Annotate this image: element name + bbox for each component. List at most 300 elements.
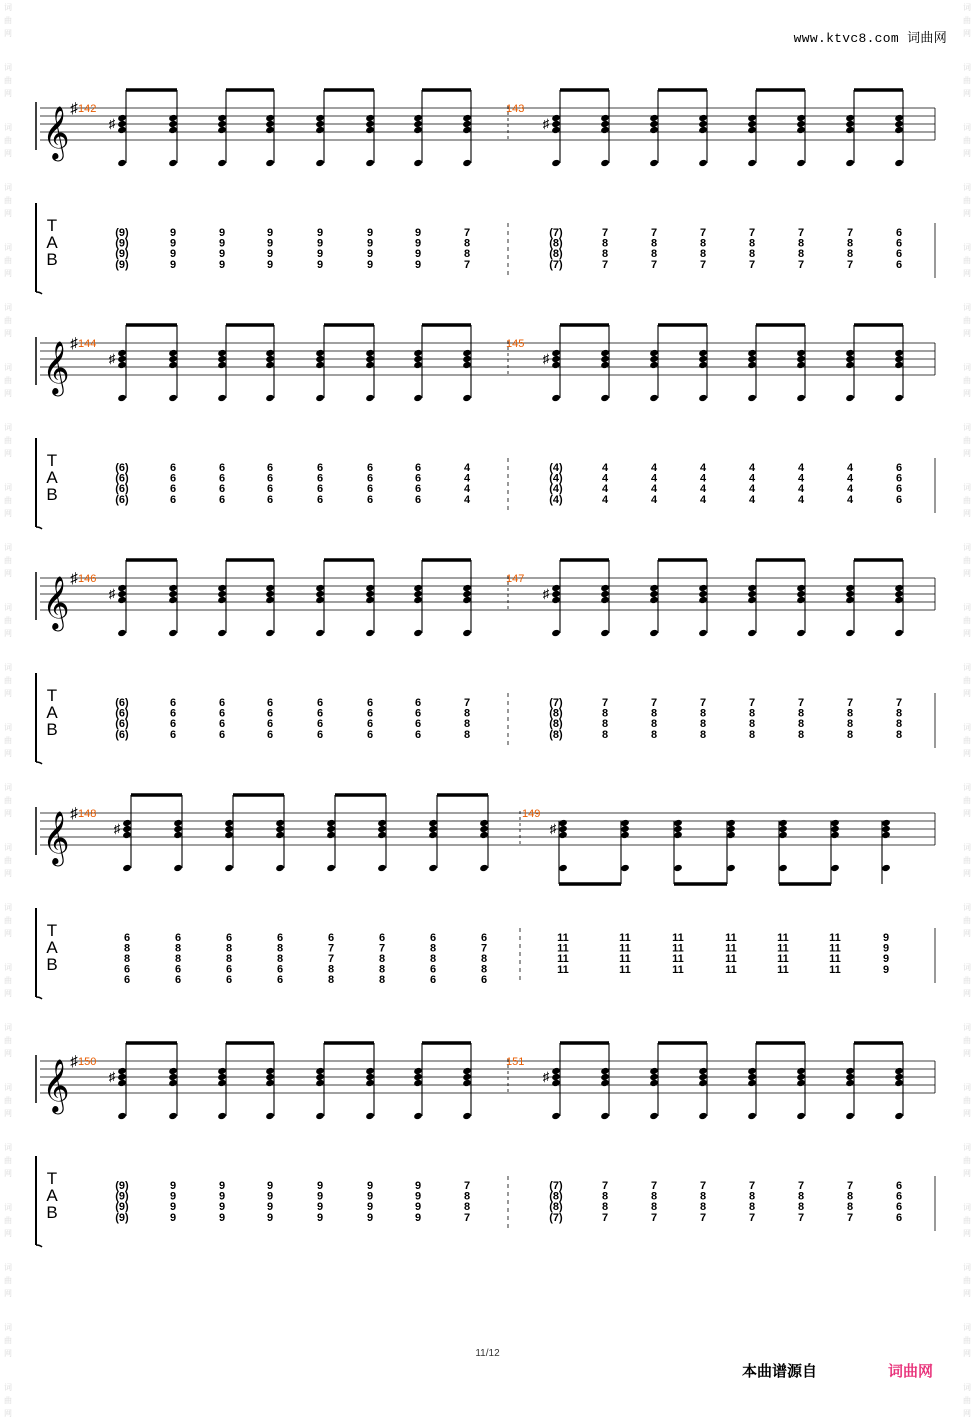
watermark-glyph: 曲 (963, 1036, 971, 1045)
notehead (265, 159, 275, 167)
notehead (600, 629, 610, 637)
notehead (168, 394, 178, 402)
watermark-glyph: 曲 (4, 256, 12, 265)
measure-number: 149 (522, 808, 541, 820)
watermark-glyph: 网 (963, 749, 971, 758)
tab-fret-number: 8 (797, 237, 805, 250)
tab-fret-number: 6 (414, 472, 422, 485)
tab-fret-number: 8 (846, 707, 854, 720)
tab-fret-number: 8 (797, 707, 805, 720)
notehead (600, 596, 610, 604)
notehead (413, 1079, 423, 1087)
tab-fret-number: 7 (601, 1212, 609, 1224)
sharp-icon: ♯ (113, 821, 121, 836)
measure-number: 150 (78, 1056, 97, 1068)
watermark-glyph: 网 (4, 1049, 12, 1058)
tab-fret-number: 9 (366, 227, 374, 239)
tab-fret-number: 4 (463, 483, 471, 495)
treble-clef-icon: 𝄞 (42, 810, 70, 864)
tab-fret-number: 8 (174, 953, 182, 965)
watermark-glyph: 词 (963, 783, 971, 792)
watermark-glyph: 词 (4, 3, 12, 12)
tab-fret-number: 4 (797, 494, 805, 506)
watermark-glyph: 词 (4, 1263, 12, 1272)
tab-fret-number: 6 (429, 932, 437, 944)
tab-fret-number: 6 (366, 707, 374, 720)
notehead (551, 394, 561, 402)
tab-fret-number: 9 (266, 227, 274, 239)
notehead (462, 596, 472, 604)
notehead (796, 159, 806, 167)
source-label: 本曲谱源自 (742, 1362, 818, 1380)
tab-fret-number: 9 (266, 1201, 274, 1213)
notehead (479, 864, 489, 872)
tab-fret-number: 8 (846, 248, 854, 260)
notehead (315, 126, 325, 134)
watermark-glyph: 网 (4, 1109, 12, 1118)
sharp-icon: ♯ (542, 1069, 550, 1084)
tab-fret-number: 6 (169, 697, 177, 709)
watermark-glyph: 词 (963, 183, 971, 192)
tab-fret-number: 6 (225, 932, 233, 944)
staff-system-4 (36, 795, 935, 999)
tab-fret-number: 8 (797, 729, 805, 741)
tab-fret-number: 6 (276, 963, 284, 976)
notehead (413, 361, 423, 369)
watermark-glyph: 词 (963, 843, 971, 852)
tab-fret-number: 8 (699, 729, 707, 741)
tab-fret-number: 8 (846, 237, 854, 250)
notehead (326, 864, 336, 872)
notehead (315, 394, 325, 402)
notehead (649, 126, 659, 134)
sharp-icon: ♯ (108, 116, 116, 131)
notehead (796, 394, 806, 402)
tab-fret-number: 6 (316, 718, 324, 730)
tab-fret-number: 6 (480, 974, 488, 986)
watermark-glyph: 词 (4, 63, 12, 72)
tab-fret-number: 8 (748, 1190, 756, 1203)
tab-fret-number: 8 (748, 718, 756, 730)
notehead (894, 629, 904, 637)
tab-fret-number: 9 (266, 248, 274, 260)
measure-number: 151 (506, 1056, 525, 1068)
tab-fret-number: (4) (549, 472, 563, 485)
sharp-icon: ♯ (108, 1069, 116, 1084)
watermark-glyph: 曲 (963, 1396, 971, 1405)
key-signature-sharp-icon: ♯ (70, 1053, 78, 1070)
tab-fret-number: 8 (327, 974, 335, 986)
watermark-glyph: 网 (4, 89, 12, 98)
tab-fret-number: 6 (895, 1201, 903, 1213)
tab-fret-number: 9 (414, 1212, 422, 1224)
tab-fret-number: 8 (895, 707, 903, 720)
watermark-glyph: 网 (963, 149, 971, 158)
tab-fret-number: 9 (218, 248, 226, 260)
notehead (413, 1112, 423, 1120)
tab-fret-number: 6 (429, 974, 437, 986)
tab-fret-number: 6 (895, 483, 903, 495)
watermark-glyph: 网 (963, 89, 971, 98)
bracket-tail (36, 1245, 42, 1247)
watermark-glyph: 词 (963, 243, 971, 252)
notehead (551, 126, 561, 134)
tab-fret-number: 4 (650, 462, 658, 474)
notehead (217, 629, 227, 637)
watermark-glyph: 网 (4, 1409, 12, 1418)
notehead (265, 394, 275, 402)
tab-fret-number: 6 (366, 729, 374, 741)
notehead (428, 831, 438, 839)
tab-fret-number: (9) (115, 248, 129, 260)
watermark-glyph: 词 (963, 1383, 971, 1392)
tab-fret-number: 8 (601, 248, 609, 260)
tab-fret-number: 11 (557, 932, 569, 944)
tab-fret-number: 6 (895, 494, 903, 506)
notehead (845, 596, 855, 604)
tab-fret-number: 7 (699, 1180, 707, 1192)
notehead (217, 596, 227, 604)
watermark-glyph: 词 (963, 363, 971, 372)
tab-fret-number: 11 (777, 953, 789, 965)
watermark-glyph: 网 (963, 1409, 971, 1418)
notehead (620, 864, 630, 872)
tab-fret-number: 8 (797, 248, 805, 260)
tab-fret-number: 9 (266, 1180, 274, 1192)
tab-letter: A (46, 703, 58, 722)
tab-fret-number: 7 (463, 1180, 471, 1192)
tab-fret-number: 4 (699, 462, 707, 474)
tab-letter: T (46, 1169, 58, 1188)
tab-fret-number: 9 (366, 1190, 374, 1203)
tab-fret-number: 6 (316, 697, 324, 709)
watermark-glyph: 曲 (963, 976, 971, 985)
notehead (365, 629, 375, 637)
watermark-glyph: 网 (4, 989, 12, 998)
watermark-glyph: 网 (4, 689, 12, 698)
tab-fret-number: 6 (218, 472, 226, 485)
watermark-glyph: 词 (4, 1323, 12, 1332)
watermark-glyph: 词 (4, 1143, 12, 1152)
treble-clef-icon: 𝄞 (42, 105, 70, 159)
watermark-glyph: 词 (4, 1083, 12, 1092)
tab-fret-number: 4 (601, 472, 609, 485)
notehead (881, 831, 891, 839)
tab-fret-number: 7 (650, 1212, 658, 1224)
notehead (413, 629, 423, 637)
watermark-glyph: 曲 (4, 136, 12, 145)
notehead (778, 831, 788, 839)
tab-fret-number: 11 (672, 953, 684, 965)
notehead (845, 361, 855, 369)
sharp-icon: ♯ (108, 586, 116, 601)
watermark-glyph: 曲 (963, 676, 971, 685)
notehead (620, 831, 630, 839)
tab-fret-number: 8 (797, 1201, 805, 1213)
tab-fret-number: 6 (316, 729, 324, 741)
notehead (894, 1112, 904, 1120)
tab-fret-number: 6 (169, 729, 177, 741)
site-url: www.ktvc8.com 词曲网 (793, 31, 947, 46)
watermark-glyph: 曲 (4, 736, 12, 745)
watermark-glyph: 曲 (963, 736, 971, 745)
tab-fret-number: 11 (777, 964, 789, 976)
watermark-glyph: 网 (4, 149, 12, 158)
notehead (265, 596, 275, 604)
tab-fret-number: 6 (266, 718, 274, 730)
tab-fret-number: 8 (748, 1201, 756, 1213)
notehead (649, 596, 659, 604)
tab-fret-number: 6 (123, 932, 131, 944)
tab-fret-number: 11 (672, 964, 684, 976)
tab-fret-number: 8 (601, 718, 609, 730)
sharp-icon: ♯ (108, 351, 116, 366)
notehead (673, 831, 683, 839)
tab-fret-number: 9 (414, 1201, 422, 1213)
tab-fret-number: 11 (829, 953, 841, 965)
tab-fret-number: 7 (463, 1212, 471, 1224)
tab-fret-number: 11 (619, 942, 631, 955)
tab-fret-number: 6 (225, 974, 233, 986)
notehead (365, 159, 375, 167)
watermark-glyph: 词 (4, 1203, 12, 1212)
notehead (894, 1079, 904, 1087)
watermark-glyph: 曲 (4, 916, 12, 925)
tab-fret-number: 6 (218, 483, 226, 495)
tab-fret-number: 4 (601, 462, 609, 474)
tab-fret-number: 6 (316, 483, 324, 495)
watermark-glyph: 曲 (4, 1096, 12, 1105)
watermark-glyph: 词 (963, 123, 971, 132)
measure-number: 143 (506, 103, 525, 115)
tab-fret-number: 8 (650, 1201, 658, 1213)
tab-fret-number: 4 (601, 483, 609, 495)
tab-fret-number: 6 (366, 718, 374, 730)
tab-fret-number: 8 (748, 237, 756, 250)
notehead (551, 596, 561, 604)
tab-fret-number: 7 (797, 697, 805, 709)
tab-fret-number: 9 (316, 248, 324, 260)
notehead (217, 361, 227, 369)
tab-fret-number: 7 (601, 697, 609, 709)
tab-fret-number: 6 (218, 729, 226, 741)
tab-fret-number: 7 (797, 227, 805, 239)
tab-fret-number: 6 (174, 932, 182, 944)
source-site-logo: 词曲网 (888, 1362, 934, 1380)
watermark-glyph: 词 (963, 1323, 971, 1332)
tab-fret-number: 6 (316, 707, 324, 720)
tab-fret-number: 8 (699, 237, 707, 250)
tab-fret-number: 11 (557, 964, 569, 976)
watermark-glyph: 网 (963, 29, 971, 38)
tab-fret-number: (9) (115, 1180, 129, 1192)
notehead (462, 394, 472, 402)
notehead (413, 159, 423, 167)
tab-fret-number: (9) (115, 1212, 129, 1224)
tab-fret-number: 9 (366, 237, 374, 250)
tab-fret-number: (8) (549, 718, 563, 730)
watermark-glyph: 网 (963, 449, 971, 458)
notehead (796, 596, 806, 604)
watermark-glyph: 网 (963, 1109, 971, 1118)
notehead (117, 1112, 127, 1120)
key-signature-sharp-icon: ♯ (70, 335, 78, 352)
notehead (265, 126, 275, 134)
tab-fret-number: 9 (366, 248, 374, 260)
notehead (377, 831, 387, 839)
notehead (600, 394, 610, 402)
watermark-glyph: 曲 (963, 136, 971, 145)
notehead (462, 361, 472, 369)
watermark-glyph: 网 (4, 869, 12, 878)
tab-fret-number: 7 (327, 953, 335, 965)
notehead (275, 864, 285, 872)
notehead (698, 1112, 708, 1120)
tab-fret-number: 6 (895, 237, 903, 250)
tab-fret-number: 6 (895, 1212, 903, 1224)
notehead (315, 159, 325, 167)
tab-fret-number: 6 (276, 932, 284, 944)
tab-fret-number: 9 (366, 1201, 374, 1213)
notehead (747, 361, 757, 369)
notehead (845, 1112, 855, 1120)
tab-fret-number: 7 (650, 227, 658, 239)
tab-fret-number: 9 (316, 237, 324, 250)
notehead (698, 1079, 708, 1087)
notehead (315, 629, 325, 637)
tab-fret-number: 4 (797, 472, 805, 485)
watermark-glyph: 网 (963, 809, 971, 818)
tab-fret-number: (7) (549, 697, 563, 709)
tab-fret-number: 9 (169, 1190, 177, 1203)
watermark-glyph: 词 (963, 663, 971, 672)
notehead (315, 596, 325, 604)
notehead (413, 596, 423, 604)
tab-letter: B (46, 250, 58, 269)
notehead (747, 126, 757, 134)
tab-fret-number: 6 (266, 494, 274, 506)
notehead (315, 1112, 325, 1120)
tab-fret-number: 6 (266, 707, 274, 720)
watermark-glyph: 曲 (4, 436, 12, 445)
watermark-glyph: 网 (4, 269, 12, 278)
tab-fret-number: 7 (480, 942, 488, 955)
tab-letter: T (46, 921, 58, 940)
watermark-glyph: 网 (963, 209, 971, 218)
tab-fret-number: 8 (463, 729, 471, 741)
tab-fret-number: (7) (549, 227, 563, 239)
tab-fret-number: 8 (601, 1201, 609, 1213)
tab-fret-number: 7 (797, 1180, 805, 1192)
tab-fret-number: 7 (797, 259, 805, 271)
tab-fret-number: (9) (115, 259, 129, 271)
staff-system-5 (36, 1043, 935, 1247)
tab-fret-number: 8 (480, 953, 488, 965)
watermark-glyph: 词 (4, 663, 12, 672)
notehead (275, 831, 285, 839)
tab-fret-number: 7 (748, 259, 756, 271)
key-signature-sharp-icon: ♯ (70, 570, 78, 587)
watermark-glyph: 曲 (4, 496, 12, 505)
tab-fret-number: (9) (115, 227, 129, 239)
staff-system-1 (36, 90, 935, 294)
tab-fret-number: 8 (378, 963, 386, 976)
watermark-glyph: 网 (4, 509, 12, 518)
tab-fret-number: 7 (463, 227, 471, 239)
tab-fret-number: 8 (895, 729, 903, 741)
notehead (894, 126, 904, 134)
notehead (265, 1079, 275, 1087)
tab-fret-number: 8 (748, 248, 756, 260)
tab-fret-number: 8 (797, 718, 805, 730)
tab-fret-number: 7 (797, 1212, 805, 1224)
tab-fret-number: 8 (699, 1201, 707, 1213)
tab-fret-number: 6 (218, 494, 226, 506)
bracket-tail (36, 527, 42, 529)
notehead (168, 159, 178, 167)
tab-fret-number: 9 (266, 1212, 274, 1224)
tab-fret-number: 11 (672, 942, 684, 955)
tab-fret-number: 9 (882, 932, 890, 944)
watermark-glyph: 词 (963, 963, 971, 972)
watermark-glyph: 网 (963, 689, 971, 698)
notehead (168, 1112, 178, 1120)
watermark-glyph: 词 (963, 63, 971, 72)
notehead (747, 1079, 757, 1087)
watermark-glyph: 词 (963, 423, 971, 432)
measure-number: 144 (78, 338, 97, 350)
tab-fret-number: 11 (557, 942, 569, 955)
notehead (265, 1112, 275, 1120)
watermark-glyph: 网 (963, 989, 971, 998)
tab-fret-number: 11 (777, 932, 789, 944)
notehead (796, 1079, 806, 1087)
notehead (649, 629, 659, 637)
watermark-glyph: 曲 (963, 496, 971, 505)
tab-fret-number: 4 (797, 462, 805, 474)
watermark-glyph: 网 (4, 1349, 12, 1358)
watermark-glyph: 曲 (4, 1216, 12, 1225)
tab-fret-number: 6 (218, 707, 226, 720)
watermark-glyph: 曲 (963, 256, 971, 265)
tab-fret-number: 8 (463, 1190, 471, 1203)
tab-fret-number: 6 (266, 729, 274, 741)
tab-letter: B (46, 485, 58, 504)
tab-fret-number: 8 (276, 942, 284, 955)
tab-fret-number: 8 (699, 1190, 707, 1203)
watermark-glyph: 网 (963, 1229, 971, 1238)
notehead (365, 1112, 375, 1120)
watermark-glyph: 网 (4, 809, 12, 818)
tab-fret-number: 6 (266, 472, 274, 485)
tab-fret-number: 7 (463, 259, 471, 271)
tab-fret-number: (8) (549, 248, 563, 260)
notehead (747, 596, 757, 604)
tab-fret-number: 8 (699, 718, 707, 730)
watermark-glyph: 词 (4, 243, 12, 252)
tab-fret-number: 9 (316, 259, 324, 271)
tab-fret-number: 9 (169, 227, 177, 239)
notehead (894, 361, 904, 369)
tab-fret-number: 8 (463, 707, 471, 720)
tab-fret-number: 9 (414, 1180, 422, 1192)
notehead (365, 596, 375, 604)
tab-fret-number: 6 (218, 462, 226, 474)
watermark-glyph: 词 (963, 1143, 971, 1152)
notehead (778, 864, 788, 872)
tab-fret-number: 6 (174, 963, 182, 976)
notehead (428, 864, 438, 872)
